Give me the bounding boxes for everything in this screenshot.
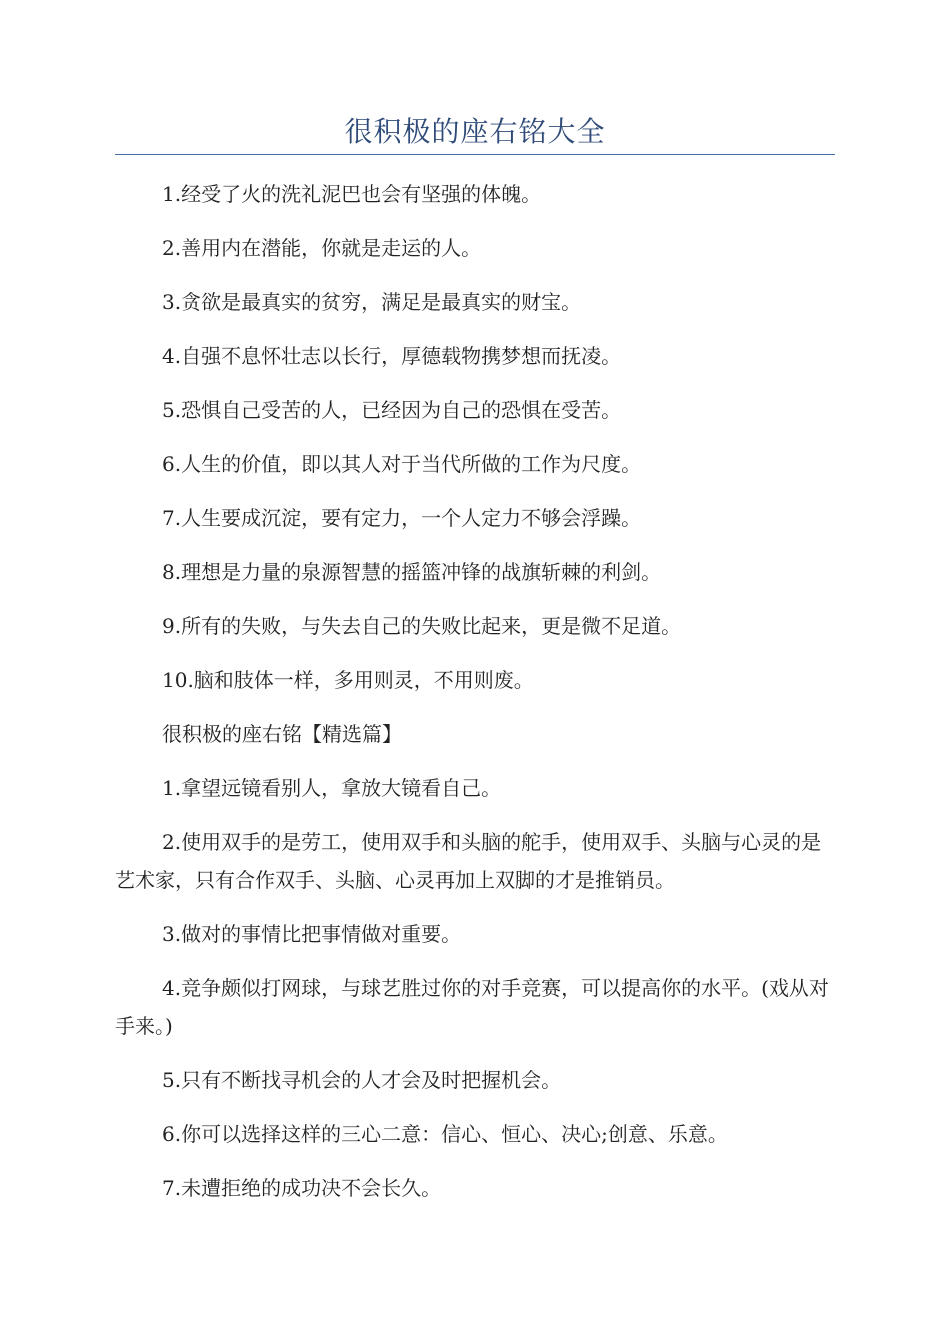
- paragraph-12: 2.使用双手的是劳工，使用双手和头脑的舵手，使用双手、头脑与心灵的是艺术家，只有合作双手、头脑、心灵再加上双脚的才是推销员。: [115, 830, 822, 892]
- paragraph-5: 5.恐惧自己受苦的人，已经因为自己的恐惧在受苦。: [162, 398, 622, 422]
- paragraph-14: 4.竞争颇似打网球，与球艺胜过你的对手竞赛，可以提高你的水平。(戏从对手来。): [115, 976, 829, 1038]
- paragraph-17: 7.未遭拒绝的成功决不会长久。: [162, 1176, 442, 1200]
- paragraph-1: 1.经受了火的洗礼泥巴也会有坚强的体魄。: [162, 182, 542, 206]
- paragraph-6: 6.人生的价值，即以其人对于当代所做的工作为尺度。: [162, 452, 642, 476]
- paragraph-10: 10.脑和肢体一样，多用则灵，不用则废。: [162, 668, 534, 692]
- paragraph-15: 5.只有不断找寻机会的人才会及时把握机会。: [162, 1068, 562, 1092]
- paragraph-4: 4.自强不息怀壮志以长行，厚德载物携梦想而抚凌。: [162, 344, 622, 368]
- paragraph-16: 6.你可以选择这样的三心二意：信心、恒心、决心;创意、乐意。: [162, 1122, 728, 1146]
- title-underline: [115, 154, 835, 155]
- paragraph-13: 3.做对的事情比把事情做对重要。: [162, 922, 462, 946]
- paragraph-11: 1.拿望远镜看别人，拿放大镜看自己。: [162, 776, 502, 800]
- section-heading: 很积极的座右铭【精选篇】: [162, 722, 402, 746]
- document-title: 很积极的座右铭大全: [344, 115, 606, 148]
- document-body: [115, 175, 835, 1223]
- paragraph-7: 7.人生要成沉淀，要有定力，一个人定力不够会浮躁。: [162, 506, 642, 530]
- paragraph-8: 8.理想是力量的泉源智慧的摇篮冲锋的战旗斩棘的利剑。: [162, 560, 662, 584]
- paragraph-9: 9.所有的失败，与失去自己的失败比起来，更是微不足道。: [162, 614, 682, 638]
- paragraph-3: 3.贪欲是最真实的贫穷，满足是最真实的财宝。: [162, 290, 582, 314]
- paragraph-2: 2.善用内在潜能，你就是走运的人。: [162, 236, 482, 260]
